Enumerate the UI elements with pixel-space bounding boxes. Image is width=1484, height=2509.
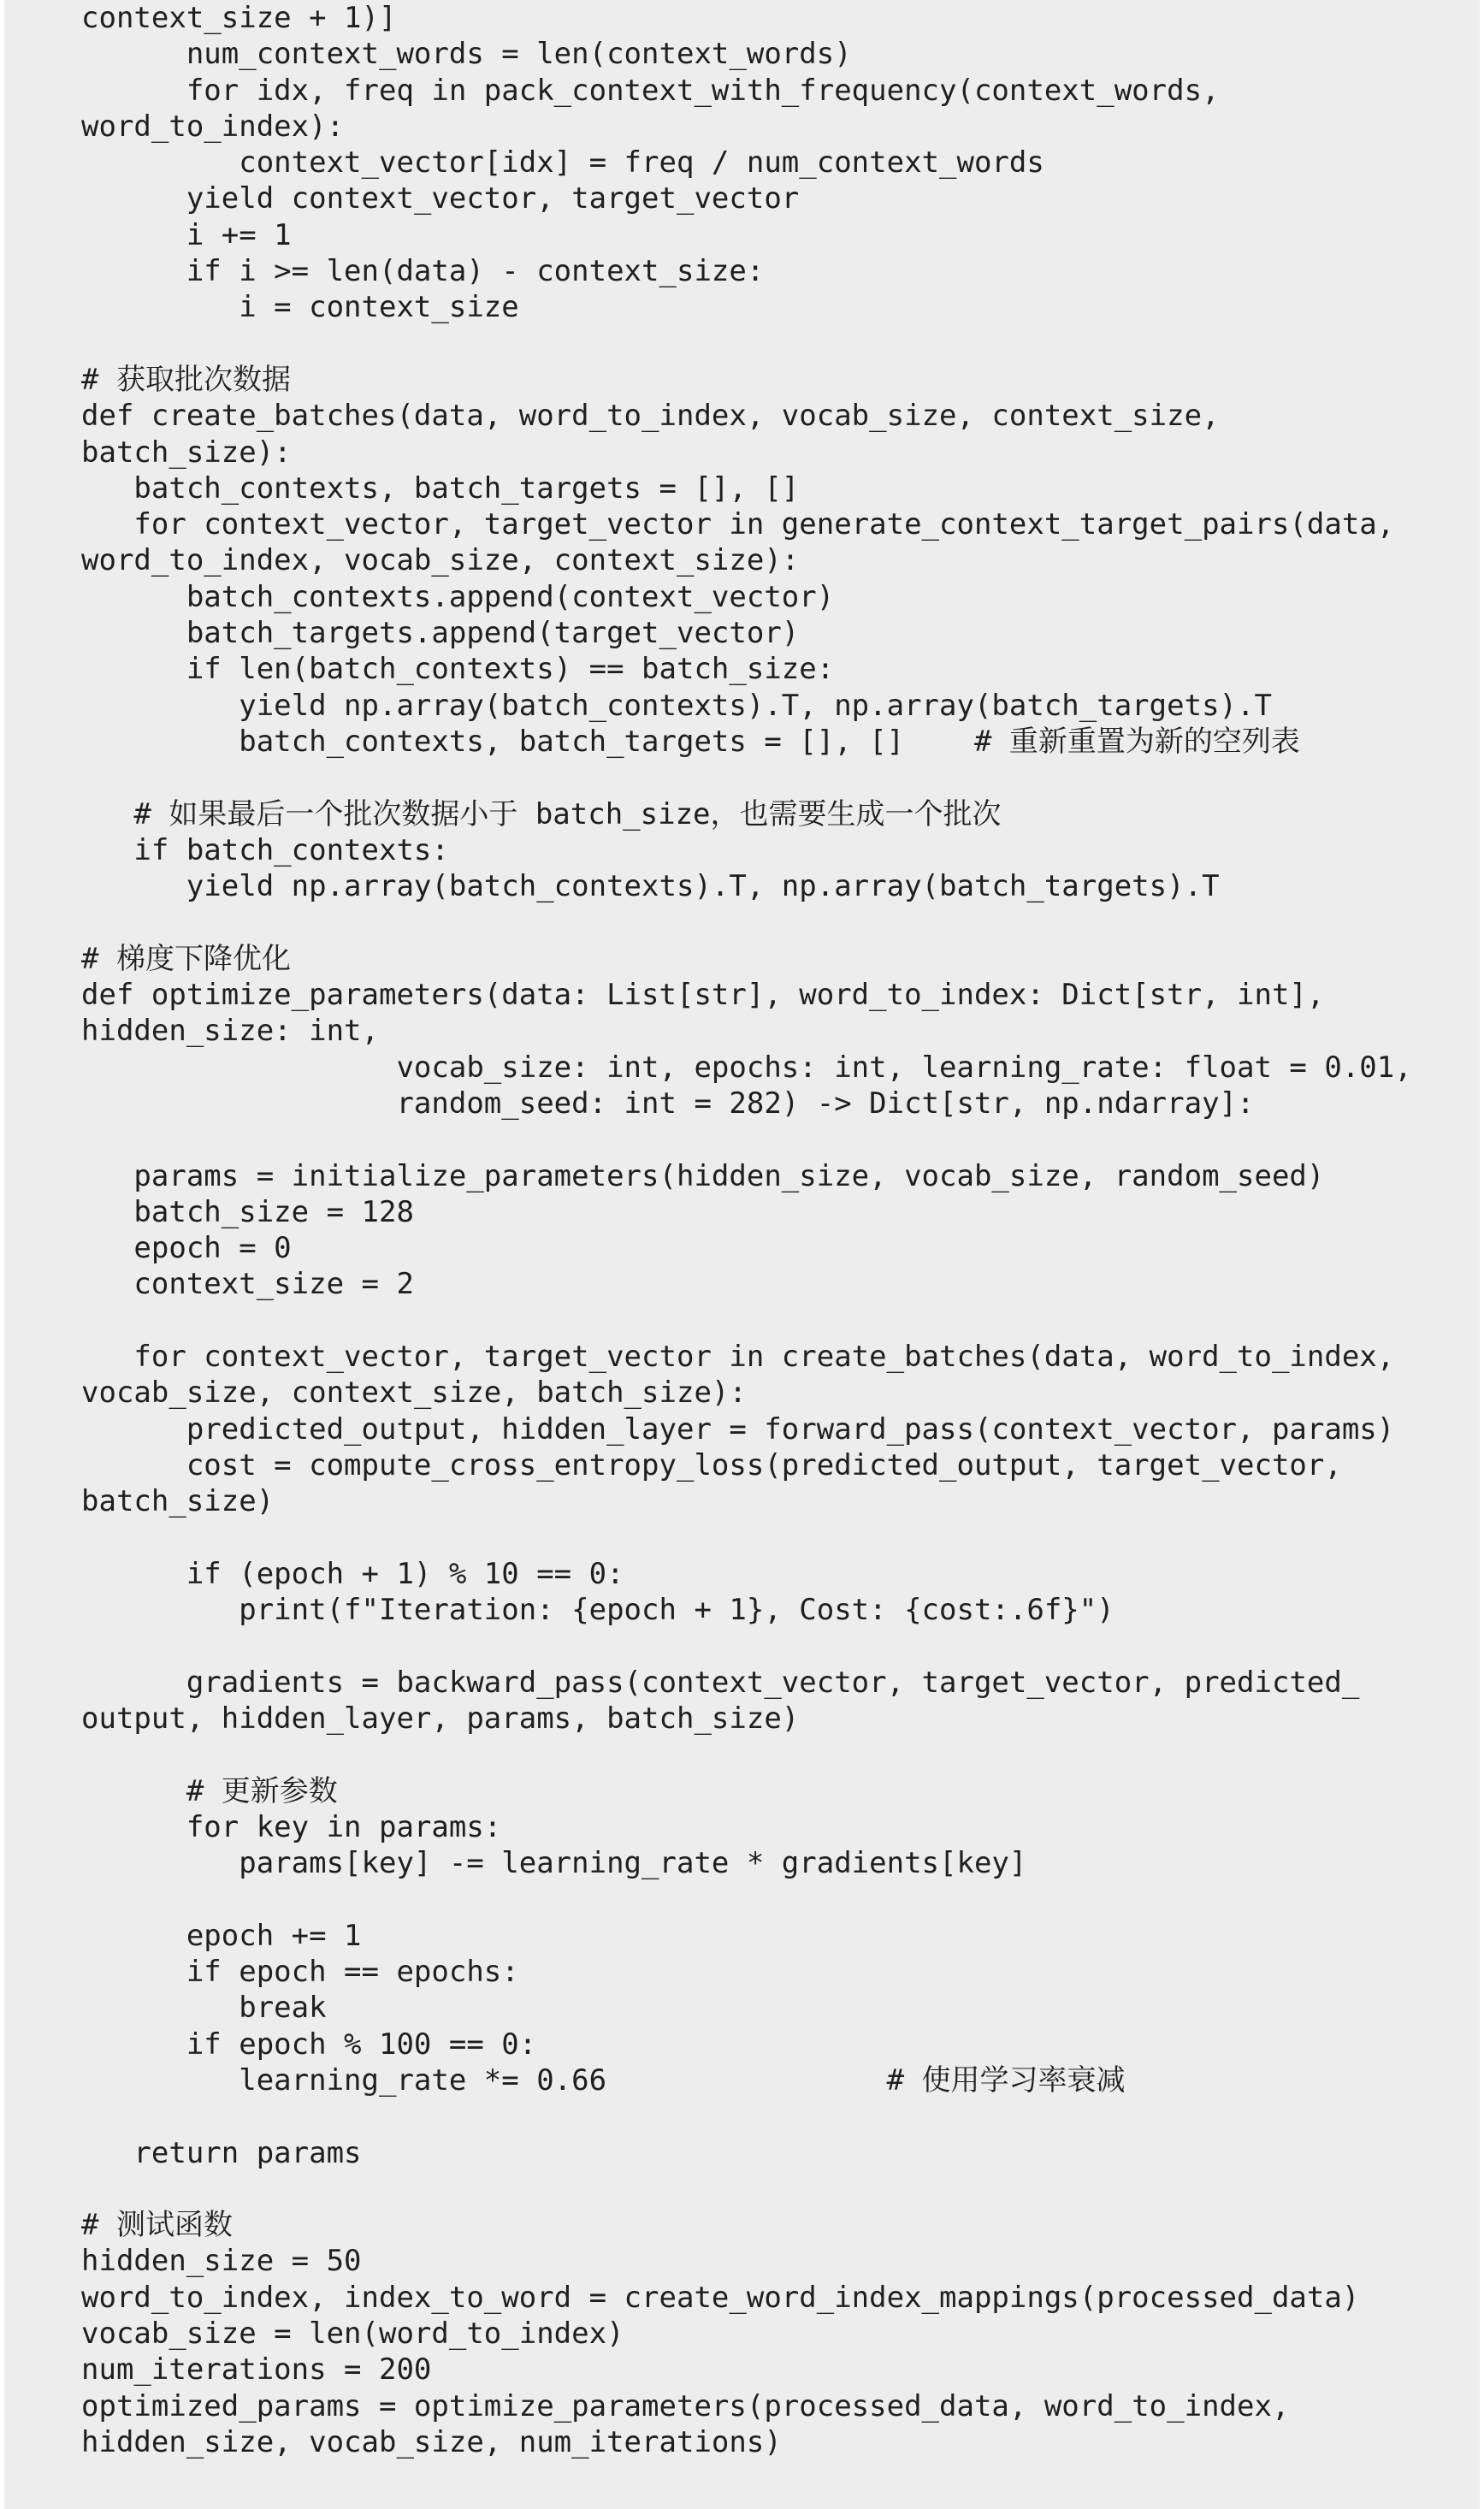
code-line: batch_contexts, batch_targets = [], []	[81, 470, 800, 506]
code-line: params[key] -= learning_rate * gradients[key]	[81, 1846, 1027, 1881]
code-line	[81, 1881, 1475, 1917]
code-line	[81, 904, 1475, 940]
code-line: context_vector[idx] = freq / num_context_words	[81, 145, 1044, 180]
code-line: hidden_size, vocab_size, num_iterations)	[81, 2424, 782, 2459]
code-line: def optimize_parameters(data: List[str], word_to_index: Dict[str, int],	[81, 978, 1325, 1013]
code-panel	[4, 0, 1480, 2509]
code-line: batch_size = 128	[81, 1194, 414, 1229]
code-line: gradients = backward_pass(context_vector, target_vector, predicted_	[81, 1665, 1360, 1700]
code-line: # 获取批次数据	[81, 362, 291, 397]
code-line: if (epoch + 1) % 10 == 0:	[81, 1556, 624, 1591]
code-line: epoch = 0	[81, 1231, 292, 1266]
code-line: batch_contexts, batch_targets = [], [] # 重新重置为新的空列表	[81, 724, 1300, 759]
code-line: if epoch == epochs:	[81, 1955, 519, 1990]
code-line	[81, 1737, 1475, 1772]
code-line: # 更新参数	[81, 1773, 338, 1808]
code-line: def create_batches(data, word_to_index, vocab_size, context_size,	[81, 399, 1220, 434]
code-line: random_seed: int = 282) -> Dict[str, np.ndarray]:	[81, 1086, 1255, 1121]
code-line: # 测试函数	[81, 2208, 233, 2243]
code-line: i += 1	[81, 217, 292, 252]
code-line	[81, 1519, 1475, 1555]
code-line: if batch_contexts:	[81, 832, 449, 867]
code-line: batch_size):	[81, 435, 292, 470]
code-line	[81, 1121, 1475, 1157]
code-line: # 如果最后一个批次数据小于 batch_size，也需要生成一个批次	[81, 796, 1002, 831]
code-line: for idx, freq in pack_context_with_frequency(context_words,	[81, 73, 1220, 108]
code-line	[81, 2098, 1475, 2134]
code-line: if i >= len(data) - context_size:	[81, 254, 765, 289]
code-line: return params	[81, 2135, 362, 2170]
code-line	[81, 760, 1475, 796]
code-line: vocab_size: int, epochs: int, learning_rate: float = 0.01,	[81, 1050, 1412, 1085]
code-line: vocab_size, context_size, batch_size):	[81, 1376, 747, 1411]
code-line: word_to_index, index_to_word = create_word_index_mappings(processed_data)	[81, 2280, 1360, 2315]
code-line: params = initialize_parameters(hidden_size, vocab_size, random_seed)	[81, 1158, 1325, 1193]
code-line	[81, 326, 1475, 362]
code-line	[81, 1628, 1475, 1664]
code-line: word_to_index, vocab_size, context_size):	[81, 543, 800, 578]
code-line: cost = compute_cross_entropy_loss(predicted_output, target_vector,	[81, 1447, 1342, 1482]
code-line: yield np.array(batch_contexts).T, np.array(batch_targets).T	[81, 869, 1220, 904]
code-line: yield context_vector, target_vector	[81, 181, 800, 216]
code-line: context_size + 1)]	[81, 1, 397, 35]
code-line: print(f"Iteration: {epoch + 1}, Cost: {cost:.6f}")	[81, 1593, 1114, 1628]
code-line: for context_vector, target_vector in generate_context_target_pairs(data,	[81, 507, 1395, 542]
code-line: context_size = 2	[81, 1267, 414, 1302]
code-line: optimized_params = optimize_parameters(processed_data, word_to_index,	[81, 2388, 1290, 2423]
code-line	[81, 1303, 1475, 1339]
code-line: yield np.array(batch_contexts).T, np.array(batch_targets).T	[81, 688, 1272, 723]
code-line: batch_contexts.append(context_vector)	[81, 579, 835, 614]
code-line: i = context_size	[81, 290, 519, 325]
code-line: num_context_words = len(context_words)	[81, 37, 852, 72]
code-line: if epoch % 100 == 0:	[81, 2027, 537, 2062]
code-line: hidden_size = 50	[81, 2244, 362, 2279]
code-block	[81, 0, 1475, 2460]
code-line: output, hidden_layer, params, batch_size)	[81, 1701, 800, 1736]
code-line: batch_size)	[81, 1484, 275, 1519]
code-line: num_iterations = 200	[81, 2352, 432, 2388]
code-line: # 梯度下降优化	[81, 941, 291, 976]
code-line	[81, 2171, 1475, 2207]
code-line: hidden_size: int,	[81, 1014, 379, 1049]
code-line: word_to_index):	[81, 109, 345, 144]
code-line: break	[81, 1991, 327, 2026]
code-line: epoch += 1	[81, 1918, 362, 1953]
code-line: if len(batch_contexts) == batch_size:	[81, 652, 835, 687]
code-line: learning_rate *= 0.66 # 使用学习率衰减	[81, 2062, 1126, 2098]
code-line: for context_vector, target_vector in create_batches(data, word_to_index,	[81, 1339, 1395, 1374]
code-line: for key in params:	[81, 1809, 502, 1844]
code-line: batch_targets.append(target_vector)	[81, 616, 800, 651]
code-line: vocab_size = len(word_to_index)	[81, 2317, 624, 2351]
code-line: predicted_output, hidden_layer = forward_pass(context_vector, params)	[81, 1411, 1395, 1447]
